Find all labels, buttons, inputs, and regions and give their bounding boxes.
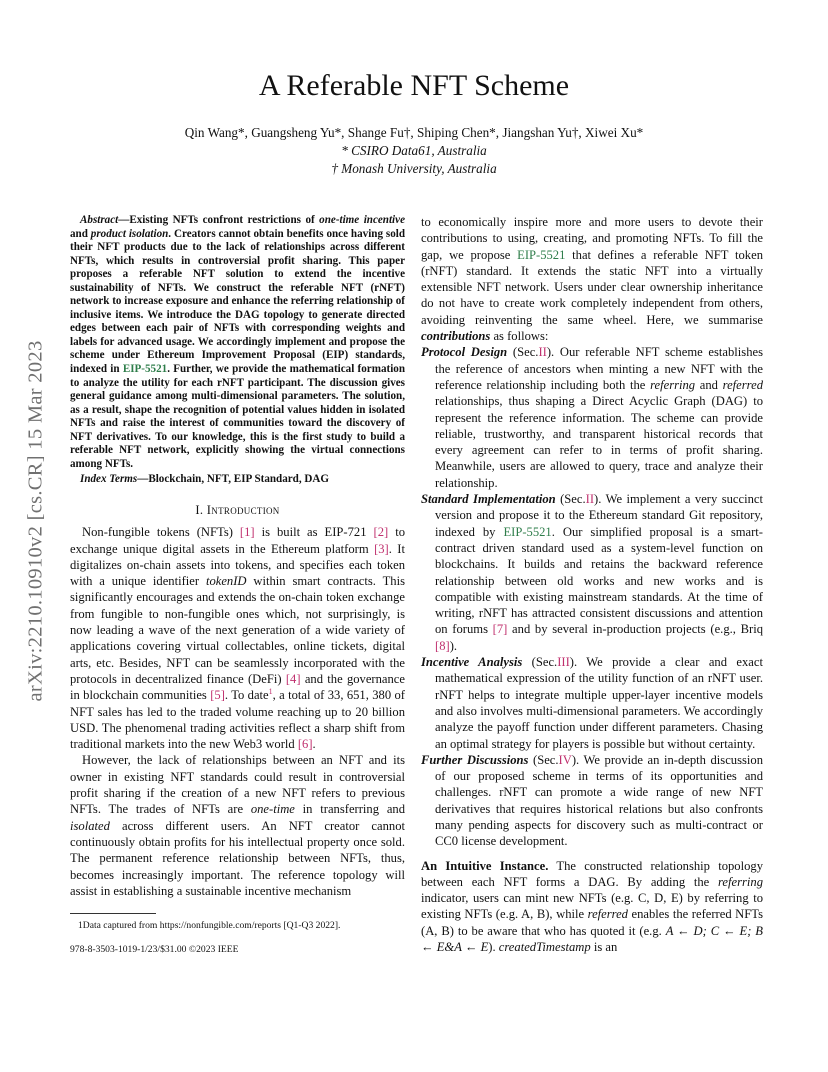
index-terms: [70, 473, 405, 487]
contribution-further-discussions: Further Discussions (Sec.IV). We provide an in-depth discussion of our proposed scheme in terms of its opportunities and challenges. rNFT can promote a wide range of new NFT derivatives that requires historical relations but also confronts many pending aspects for discovery such as multi-contract or CC0 license development.: [421, 752, 763, 849]
section-link[interactable]: III: [557, 655, 570, 670]
contribution-incentive-analysis: Incentive Analysis (Sec.III). We provide a clear and exact mathematical expression of the utility function of an rNFT user. rNFT helps to integrate multiple upper-layer incentive models and also involves multi-dimensional parameters. We accordingly analyze the payoff function under different parameters. Chasing an optimal strategy for players is possible but without certainty.: [421, 655, 763, 751]
right-column: [421, 214, 763, 955]
abstract-text: . Creators cannot obtain benefits once having sold their NFT products due to the lack of relationships across different NFTs, which results in controversial profit sharing. This paper proposes a referable NFT solution to extend the incentive sustainability of NFTs. We construct the referable NFT (rNFT) network to increase exposure and enhance the referring relationship of inclusive items. We introduce the DAG topology to generate directed edges between each pair of NFTs with corresponding weights and labels for advanced usage. We accordingly implement and propose the scheme under Ethereum Improvement Proposal (EIP) standards, indexed in: [70, 227, 406, 376]
arxiv-sidebar-stamp: [24, 283, 48, 758]
index-terms-label: Index Terms: [80, 473, 138, 486]
citation-link[interactable]: [8]: [435, 638, 450, 653]
affiliation-1: * CSIRO Data61, Australia: [341, 143, 487, 158]
intro-paragraph-2: However, the lack of relationships between an NFT and its owner in existing NFT standards could result in controversial profit sharing if the creation of a new NFT refers to previous NFTs. The trades of NFTs are one-time in transferring and isolated across different users. An NFT creator cannot continuously obtain profits for his intellectual property once sold. The permanent reference relationship between NFTs, thus, becomes increasingly important. The reference topology will assist in establishing a sustainable incentive mechanism: [70, 753, 405, 898]
abstract-emphasis: product isolation: [90, 227, 169, 240]
citation-link[interactable]: [1]: [239, 525, 255, 540]
instance-heading: An Intuitive Instance.: [421, 858, 549, 873]
footnote: 1Data captured from https://nonfungible.com/reports [Q1-Q3 2022].: [78, 920, 341, 932]
contribution-protocol-design: Protocol Design (Sec.II). Our referable NFT scheme establishes the reference of ancestors when minting a new NFT with the reference relationship including both the referring and referred relationships, thus shaping a Direct Acyclic Graph (DAG) to represent the reference information. The scheme can provide reliable, trustworthy, and transparent historical records that every agreement can refer to in terms of profit sharing. Meanwhile, users are allowed to query, trace and analyze their relationship.: [421, 345, 763, 490]
abstract-text: . Further, we provide the mathematical formation to analyze the utility for each rNFT participant. The discussion gives general guidance among multi-dimensional parameters. The solution, as a result, shape the recognition of potential values hidden in isolated NFTs and raise the interest of communities toward the discovery of NFT derivatives. To our knowledge, this is the first study to build a referable NFT network, explicitly showing the virtual connections among NFTs.: [70, 363, 405, 470]
citation-link[interactable]: [7]: [492, 622, 508, 637]
citation-link[interactable]: [3]: [374, 541, 389, 556]
intro-paragraph-1: Non-fungible tokens (NFTs) [1] is built as EIP-721 [2] to exchange unique digital assets in the Ethereum platform [3]. It digitalizes on-chain assets into tokens, and specifies each token with a unique identifier tokenID within smart contracts. This significantly encourages and extends the on-chain token exchange from fungible to non-fungible ones which, not surprisingly, is now leading a wave of the next generation of a wide variety of applications covering virtual collectables, online tickets, digital arts, etc. Besides, NFT can be seamlessly incorporated with the protocols in decentralized finance (DeFi) [4] and the governance in blockchain communities [5]. To date$^1$, a total of 33, 651, 380 of NFT sales has led to the traded volume reaching up to 20 billion USD. The phenomenal trading activities reflect a sharp shift from traditional markets into the new Web3 world [6].: [70, 525, 405, 752]
section-link[interactable]: IV: [558, 752, 572, 767]
contribution-heading: Protocol Design: [421, 345, 508, 360]
affiliation-2: † Monash University, Australia: [331, 161, 497, 176]
eip-link[interactable]: EIP-5521: [517, 247, 566, 262]
abstract-text: —Existing NFTs confront restrictions of: [118, 214, 320, 226]
paper-title: A Referable NFT Scheme: [258, 69, 570, 102]
author-block: [0, 124, 828, 178]
abstract: [70, 214, 405, 471]
intuitive-instance-paragraph: An Intuitive Instance. The constructed relationship topology between each NFT forms a DAG. By adding the referring indicator, users can mint new NFTs (e.g. C, D, E) by referring to existing NFTs (e.g. A, B), while referred enables the referred NFTs (A, B) to be aware that who has quoted it (e.g. A ← D; C ← E; B ← E&A ← E). createdTimestamp is an: [421, 858, 764, 955]
section-link[interactable]: II: [538, 345, 547, 360]
arxiv-id: arXiv:2210.10910v2 [cs.CR] 15 Mar 2023: [24, 339, 47, 702]
abstract-emphasis: one-time incentive: [319, 214, 405, 226]
abstract-label: Abstract: [80, 214, 119, 226]
citation-link[interactable]: [4]: [285, 671, 301, 686]
eip-link[interactable]: EIP-5521: [503, 524, 552, 539]
left-column: [70, 214, 405, 956]
contribution-heading: Standard Implementation: [421, 492, 556, 507]
abstract-text: and: [70, 227, 91, 240]
citation-link[interactable]: [2]: [373, 525, 389, 540]
contribution-standard-implementation: Standard Implementation (Sec.II). We implement a very succinct version and propose it to the Ethereum standard Git repository, indexed by EIP-5521. Our simplified proposal is a smart-contract driven standard used as a system-level function on blockchains. It builds and retains the backward reference relationship between old works and new works and is compatible with existing mainstream standards. At the time of writing, rNFT has attracted consistent discussions and attention on forums [7] and by several in-production projects (e.g., Briq [8]).: [421, 492, 763, 653]
citation-link[interactable]: [5]: [210, 688, 225, 703]
math-expression: A ← D; C ← E; B ← E&A ← E: [421, 923, 764, 955]
citation-link[interactable]: [6]: [297, 737, 313, 752]
contribution-heading: Further Discussions: [421, 752, 529, 767]
contributions-intro: to economically inspire more and more users to devote their contributions to using, creating, and promoting NFTs. To fill the gap, we propose EIP-5521 that defines a referable NFT token (rNFT) standard. It extends the static NFT into a virtually extensible NFT network. Users under clear ownership inheritance do not have to create work completely independent from others, avoiding reinventing the same wheel. Here, we summarise contributions as follows:: [421, 215, 763, 344]
footnote-marker[interactable]: 1: [268, 687, 273, 697]
contribution-heading: Incentive Analysis: [421, 655, 523, 670]
author-list: Qin Wang*, Guangsheng Yu*, Shange Fu†, Shiping Chen*, Jiangshan Yu†, Xiwei Xu*: [184, 125, 644, 140]
index-terms-text: —Blockchain, NFT, EIP Standard, DAG: [137, 473, 330, 486]
section-heading: I. Introduction: [195, 502, 280, 517]
copyright-line: 978-8-3503-1019-1/23/$31.00 ©2023 IEEE: [70, 944, 239, 956]
footnote-divider: [70, 913, 156, 914]
section-link[interactable]: II: [585, 492, 595, 507]
eip-link[interactable]: EIP-5521: [122, 363, 168, 376]
